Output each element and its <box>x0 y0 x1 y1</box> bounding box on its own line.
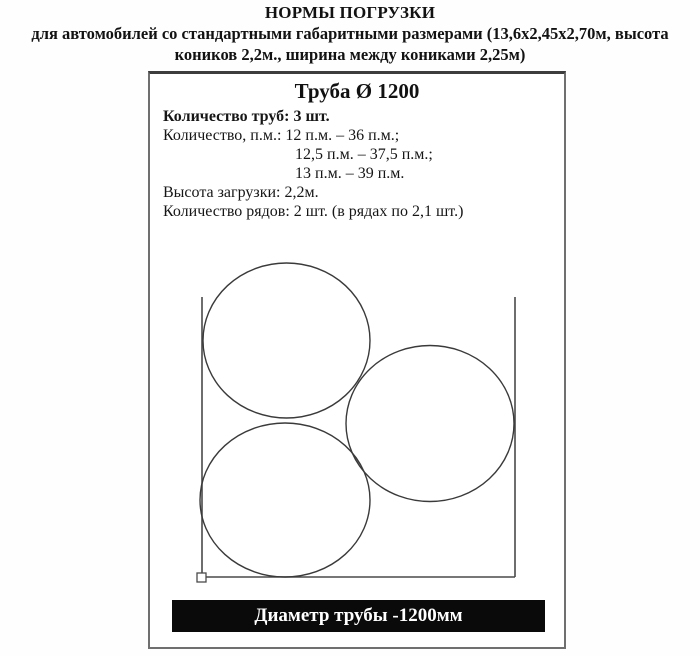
corner-anchor-square <box>197 573 206 582</box>
pipe-circle-right <box>346 346 514 502</box>
spec-pipe-count: Количество труб: 3 шт. <box>163 108 330 125</box>
spec-length-option-3: 13 п.м. – 39 п.м. <box>295 165 405 182</box>
spec-length-option-1: Количество, п.м.: 12 п.м. – 36 п.м.; <box>163 127 400 144</box>
spec-load-height: Высота загрузки: 2,2м. <box>163 184 319 201</box>
page-subtitle-line1: для автомобилей со стандартными габаритными размерами (13,6х2,45х2,70м, высота <box>31 24 669 43</box>
spec-length-option-2: 12,5 п.м. – 37,5 п.м.; <box>295 146 433 163</box>
page-title: НОРМЫ ПОГРУЗКИ <box>264 3 436 22</box>
page-header <box>0 2 700 65</box>
pipe-circle-top-left <box>203 263 370 418</box>
spec-card <box>148 71 566 649</box>
spec-lines <box>163 107 564 221</box>
page-subtitle-line2: коников 2,2м., ширина между кониками 2,25м) <box>174 44 526 64</box>
spec-row-count: Количество рядов: 2 шт. (в рядах по 2,1 шт.) <box>163 203 464 220</box>
diameter-banner-label: Диаметр трубы -1200мм <box>254 605 463 626</box>
diameter-banner <box>172 600 545 632</box>
pipe-circle-bottom-left <box>200 423 370 577</box>
card-title: Труба Ø 1200 <box>294 79 420 103</box>
